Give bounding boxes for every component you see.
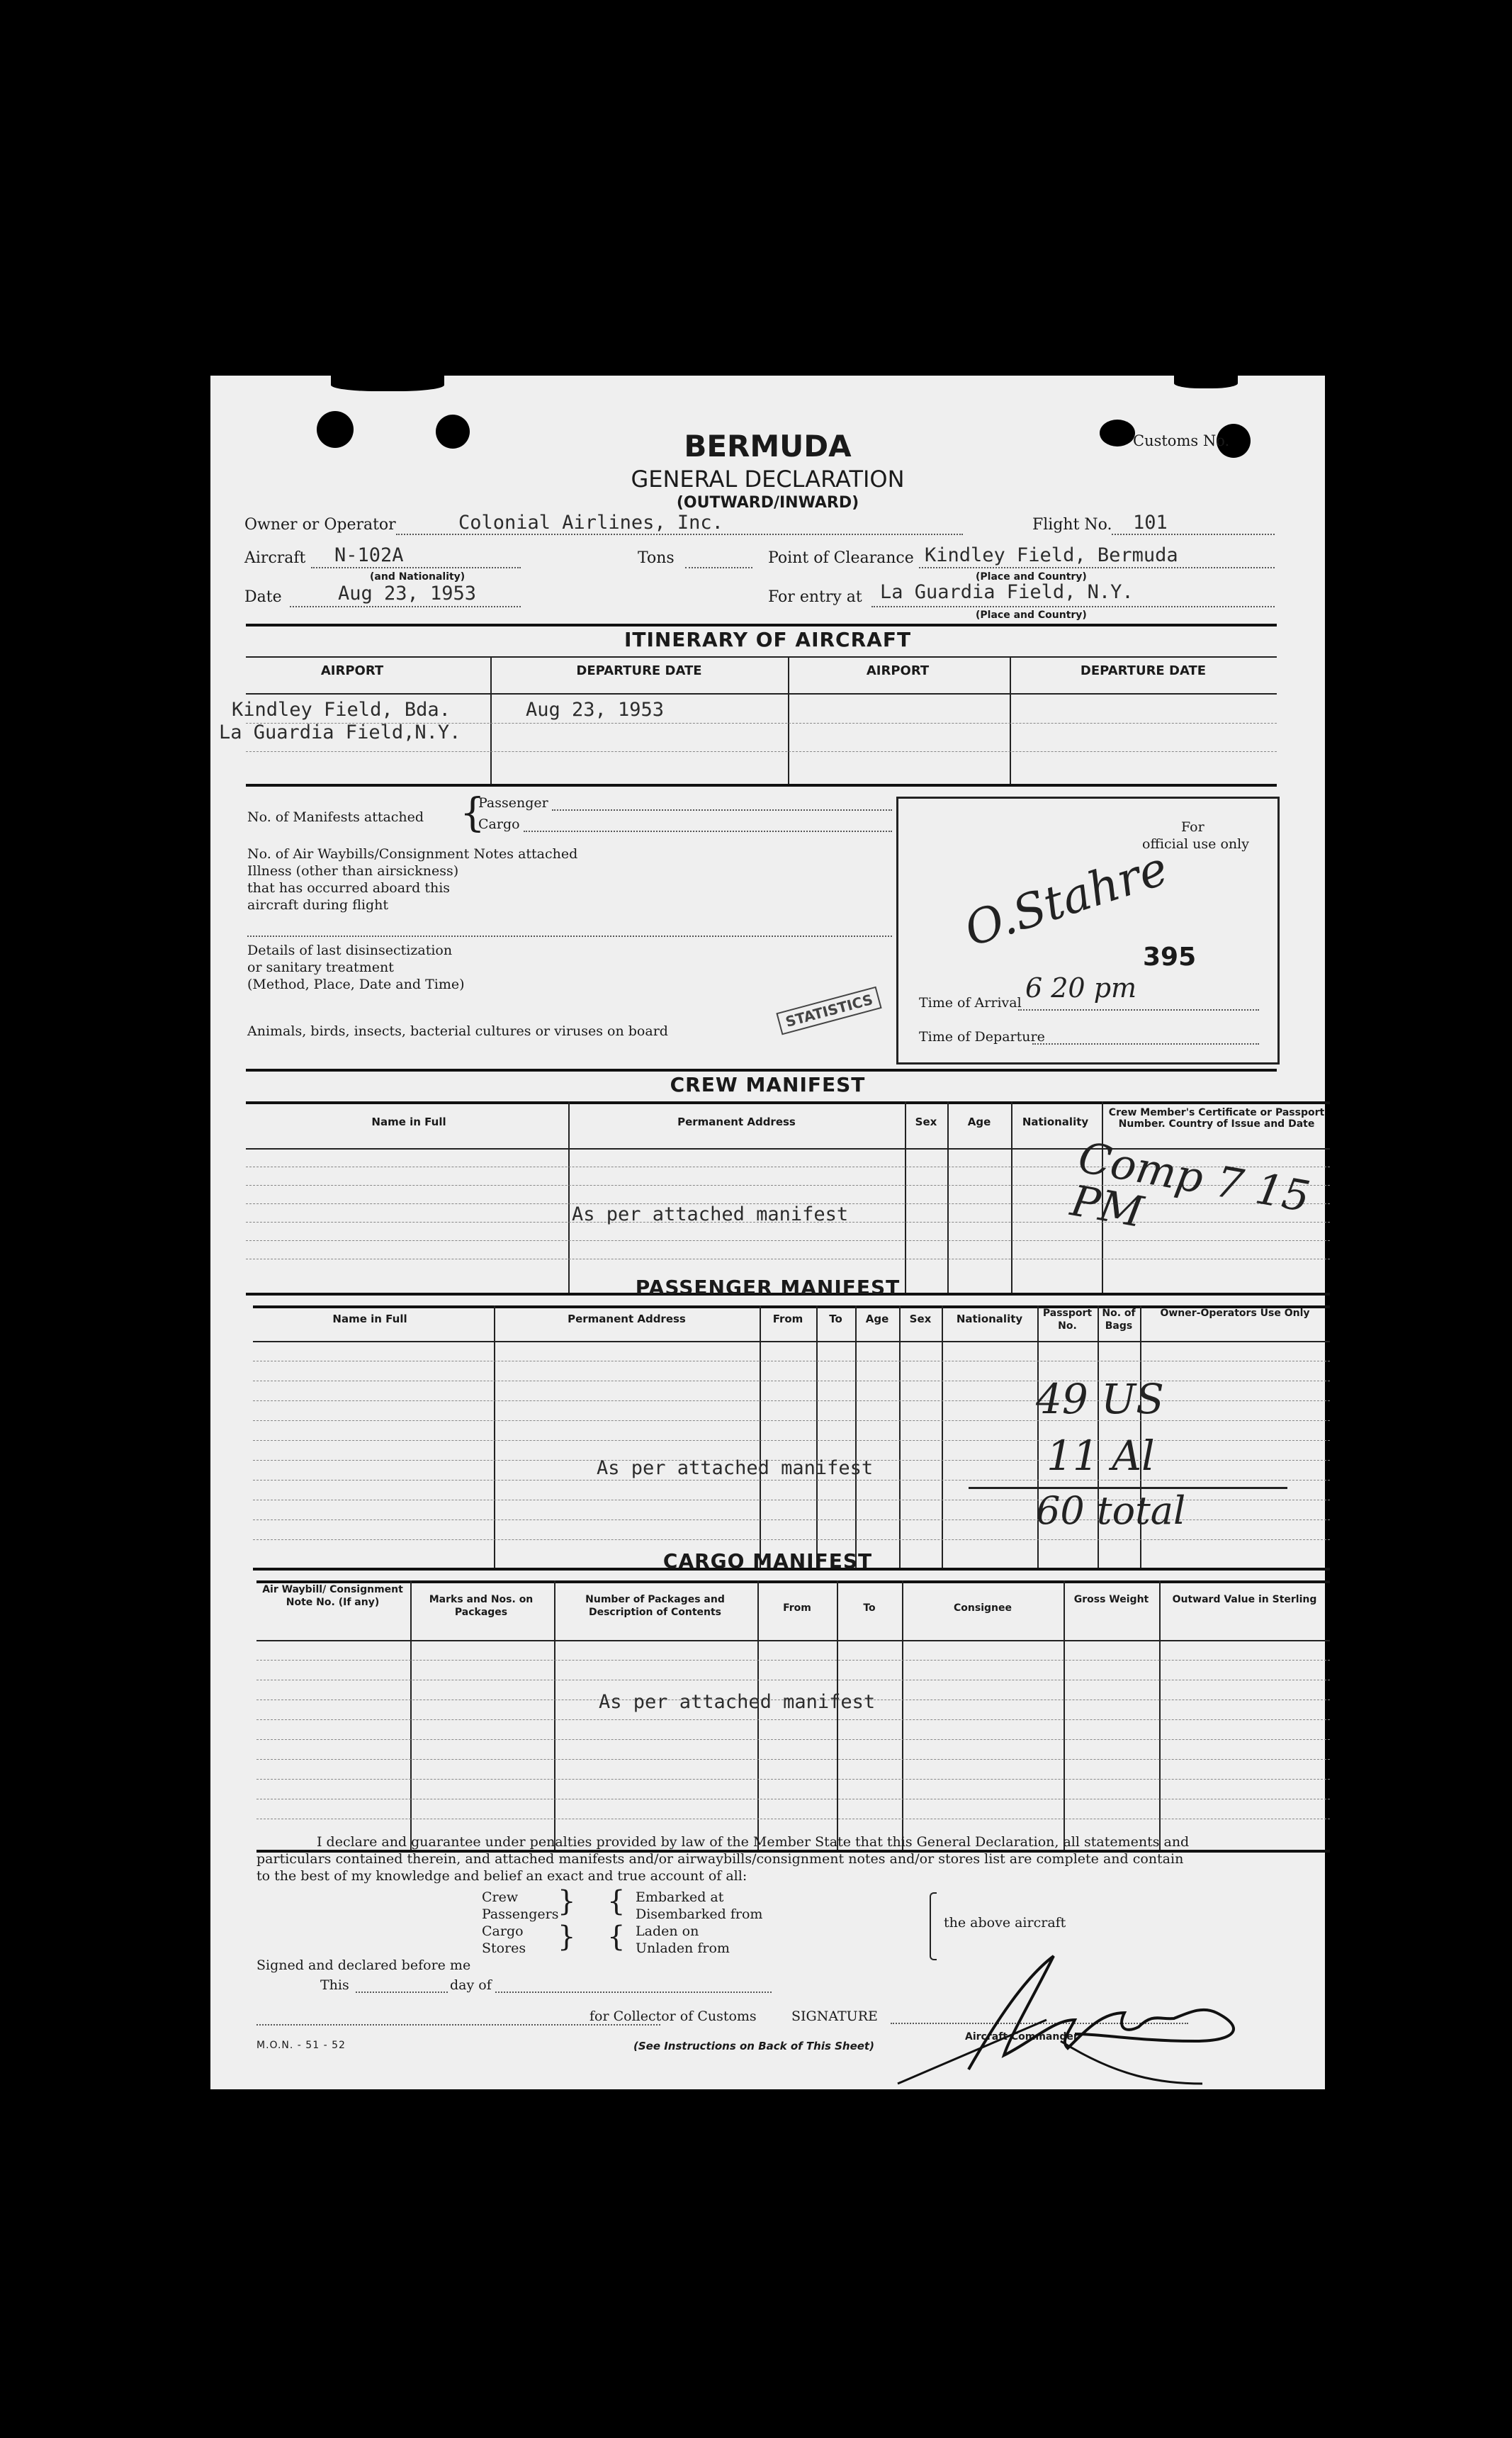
commander-label: Aircraft Commander xyxy=(965,2031,1078,2043)
passenger-header-passport: Passport No. xyxy=(1042,1308,1093,1332)
declaration-unladen: Unladen from xyxy=(636,1940,730,1956)
rule xyxy=(256,1640,1330,1641)
animals-label: Animals, birds, insects, bacterial cultures or viruses on board xyxy=(247,1023,668,1039)
rule xyxy=(246,1069,1277,1072)
field-line xyxy=(524,831,892,832)
entry-value: La Guardia Field, N.Y. xyxy=(880,581,1134,603)
manifests-passenger-label: Passenger xyxy=(478,795,548,811)
passenger-hand-2: 11 Al xyxy=(1046,1432,1155,1480)
aircraft-note: (and Nationality) xyxy=(370,571,466,583)
clearance-label: Point of Clearance xyxy=(768,549,914,567)
cargo-title: CARGO MANIFEST xyxy=(662,1549,873,1573)
rule xyxy=(253,1440,1330,1441)
tons-label: Tons xyxy=(638,549,675,567)
instructions-note: (See Instructions on Back of This Sheet) xyxy=(633,2040,874,2052)
cargo-header-value: Outward Value in Sterling xyxy=(1172,1594,1317,1605)
flight-line xyxy=(1112,534,1275,535)
declaration-above-aircraft: the above aircraft xyxy=(944,1915,1066,1931)
day-of-label: day of xyxy=(450,1977,492,1993)
aircraft-value: N-102A xyxy=(334,544,404,566)
torn-edge xyxy=(331,376,444,391)
rule xyxy=(246,751,1277,752)
date-line xyxy=(290,606,521,607)
cargo-header-to: To xyxy=(863,1602,876,1614)
crew-note: As per attached manifest xyxy=(572,1203,849,1225)
cargo-header-marks: Marks and Nos. on Packages xyxy=(429,1594,534,1618)
declaration-crew: Crew xyxy=(482,1889,519,1905)
rule xyxy=(902,1580,903,1850)
this-label: This xyxy=(320,1977,349,1993)
rule xyxy=(256,1759,1330,1760)
customs-no-label: Customs No. xyxy=(1133,432,1230,449)
brace: { xyxy=(607,1921,626,1953)
declaration-text-1: I declare and guarantee under penalties provided by law of the Member State that this General Declaration, all statements and xyxy=(317,1834,1190,1850)
rule xyxy=(1010,656,1011,784)
form-title: GENERAL DECLARATION xyxy=(631,466,905,493)
clearance-note: (Place and Country) xyxy=(976,571,1087,583)
rule xyxy=(494,1305,495,1568)
cargo-header-packages: Number of Packages and Description of Contents xyxy=(585,1594,725,1618)
rule xyxy=(837,1580,838,1850)
field-line xyxy=(552,809,892,811)
departure-label: Time of Departure xyxy=(919,1029,1045,1045)
passenger-header-bags: No. of Bags xyxy=(1102,1308,1136,1332)
itinerary-title: ITINERARY OF AIRCRAFT xyxy=(624,628,912,651)
rule xyxy=(253,1539,1330,1540)
owner-label: Owner or Operator xyxy=(244,516,396,534)
official-use-title-2: official use only xyxy=(1142,836,1249,852)
declaration-laden: Laden on xyxy=(636,1923,699,1939)
rule xyxy=(899,1305,901,1568)
manifests-cargo-label: Cargo xyxy=(478,816,520,832)
passenger-hand-3: 60 total xyxy=(1036,1488,1186,1533)
crew-handwriting: Comp 7 15 PM xyxy=(1067,1133,1314,1238)
brace: } xyxy=(558,1885,576,1918)
declaration-form xyxy=(210,376,1325,2089)
rule xyxy=(490,656,492,784)
statistics-stamp: STATISTICS xyxy=(776,987,882,1035)
rule xyxy=(568,1101,570,1293)
torn-edge xyxy=(1174,376,1238,388)
disinsect-line-3: (Method, Place, Date and Time) xyxy=(247,977,465,992)
rule xyxy=(410,1580,412,1850)
entry-label: For entry at xyxy=(768,588,862,606)
crew-header-nationality: Nationality xyxy=(1022,1116,1089,1128)
cargo-header-consignee: Consignee xyxy=(954,1602,1012,1614)
passenger-header-age: Age xyxy=(865,1313,889,1325)
rule xyxy=(253,1400,1330,1401)
passenger-header-nationality: Nationality xyxy=(956,1313,1023,1325)
crew-header-sex: Sex xyxy=(915,1116,937,1128)
manifests-label: No. of Manifests attached xyxy=(247,809,424,825)
country-heading: BERMUDA xyxy=(684,429,852,464)
rule xyxy=(256,1580,1330,1583)
official-use-title-1: For xyxy=(1181,819,1204,835)
illness-line-1: Illness (other than airsickness) xyxy=(247,863,459,879)
owner-value: Colonial Airlines, Inc. xyxy=(458,512,723,534)
itinerary-header-date: DEPARTURE DATE xyxy=(576,663,702,678)
arrival-value: 6 20 pm xyxy=(1025,972,1137,1004)
declaration-disembarked: Disembarked from xyxy=(636,1906,763,1922)
itinerary-date-1: Aug 23, 1953 xyxy=(526,699,665,721)
brace: } xyxy=(558,1921,576,1953)
passenger-header-to: To xyxy=(829,1313,842,1325)
rule xyxy=(256,1719,1330,1720)
official-code: 395 xyxy=(1143,943,1197,972)
rule xyxy=(760,1305,761,1568)
date-value: Aug 23, 1953 xyxy=(338,583,477,605)
collector-label: for Collector of Customs xyxy=(589,2009,757,2024)
clearance-value: Kindley Field, Bermuda xyxy=(925,544,1178,566)
passenger-header-sex: Sex xyxy=(909,1313,932,1325)
field-line xyxy=(356,1992,448,1993)
crew-header-address: Permanent Address xyxy=(677,1116,796,1128)
disinsect-line-1: Details of last disinsectization xyxy=(247,943,453,958)
date-label: Date xyxy=(244,588,282,606)
flight-label: Flight No. xyxy=(1032,516,1112,534)
arrival-label: Time of Arrival xyxy=(919,995,1022,1011)
rule xyxy=(855,1305,857,1568)
clearance-line xyxy=(919,567,1275,568)
cargo-header-weight: Gross Weight xyxy=(1073,1594,1149,1605)
rule xyxy=(554,1580,555,1850)
crew-header-name: Name in Full xyxy=(371,1116,446,1128)
rule xyxy=(942,1305,943,1568)
passenger-note: As per attached manifest xyxy=(597,1457,874,1479)
declaration-passengers: Passengers xyxy=(482,1906,559,1922)
cargo-note: As per attached manifest xyxy=(599,1691,876,1713)
brace: { xyxy=(607,1885,626,1918)
field-line xyxy=(1032,1043,1259,1045)
rule xyxy=(816,1305,818,1568)
form-subtitle: (OUTWARD/INWARD) xyxy=(676,494,859,512)
crew-header-age: Age xyxy=(967,1116,991,1128)
rule xyxy=(256,1779,1330,1780)
rule xyxy=(246,624,1277,627)
rule xyxy=(256,1660,1330,1661)
commander-signature xyxy=(891,1935,1287,2091)
rule xyxy=(253,1341,1330,1342)
field-line xyxy=(495,1992,772,1993)
brace: { xyxy=(460,790,485,836)
rule xyxy=(253,1480,1330,1481)
rule xyxy=(253,1420,1330,1421)
crew-header-certificate: Crew Member's Certificate or Passport Number. Country of Issue and Date xyxy=(1108,1107,1325,1130)
flight-value: 101 xyxy=(1133,512,1168,534)
itinerary-airport-1: Kindley Field, Bda. xyxy=(232,699,451,721)
passenger-header-from: From xyxy=(772,1313,803,1325)
illness-line-2: that has occurred aboard this xyxy=(247,880,451,896)
declaration-embarked: Embarked at xyxy=(636,1889,724,1905)
tons-line xyxy=(685,567,752,568)
passenger-hand-1: 49 US xyxy=(1036,1375,1164,1423)
signature-label: SIGNATURE xyxy=(791,2009,878,2024)
owner-line xyxy=(396,534,963,535)
passenger-header-address: Permanent Address xyxy=(568,1313,686,1325)
declaration-cargo: Cargo xyxy=(482,1923,524,1939)
official-initials: O.Stahre xyxy=(958,841,1175,957)
disinsect-line-2: or sanitary treatment xyxy=(247,960,394,975)
cargo-header-from: From xyxy=(783,1602,811,1614)
declaration-text-2: particulars contained therein, and attached manifests and/or airwaybills/consignment notes and/or stores list are complete and contain xyxy=(256,1851,1184,1867)
declaration-stores: Stores xyxy=(482,1940,526,1956)
rule xyxy=(947,1101,949,1293)
rule xyxy=(246,656,1277,658)
rule xyxy=(757,1580,759,1850)
declaration-text-3: to the best of my knowledge and belief an exact and true account of all: xyxy=(256,1868,747,1884)
rule xyxy=(905,1101,906,1293)
rule xyxy=(1159,1580,1161,1850)
field-line xyxy=(256,2024,660,2026)
field-line xyxy=(247,936,892,937)
aircraft-line xyxy=(311,567,521,568)
aircraft-label: Aircraft xyxy=(244,549,306,567)
illness-line-3: aircraft during flight xyxy=(247,897,389,913)
field-line xyxy=(1018,1009,1259,1011)
passenger-header-owner-use: Owner-Operators Use Only xyxy=(1160,1308,1310,1319)
itinerary-header-airport: AIRPORT xyxy=(320,663,384,678)
form-code: M.O.N. - 51 - 52 xyxy=(256,2040,346,2051)
rule xyxy=(1064,1580,1065,1850)
passenger-header-name: Name in Full xyxy=(332,1313,407,1325)
cargo-header-waybill: Air Waybill/ Consignment Note No. (If any) xyxy=(262,1584,403,1608)
waybills-label: No. of Air Waybills/Consignment Notes attached xyxy=(247,846,578,862)
crew-title: CREW MANIFEST xyxy=(670,1073,866,1096)
itinerary-header-airport-2: AIRPORT xyxy=(866,663,930,678)
rule xyxy=(246,1240,1330,1241)
rule xyxy=(256,1739,1330,1740)
itinerary-airport-2: La Guardia Field,N.Y. xyxy=(219,721,461,743)
rule xyxy=(246,693,1277,695)
itinerary-header-date-2: DEPARTURE DATE xyxy=(1080,663,1207,678)
rule xyxy=(246,1101,1330,1104)
entry-line xyxy=(871,606,1275,607)
rule xyxy=(1011,1101,1012,1293)
signed-label: Signed and declared before me xyxy=(256,1957,471,1973)
passenger-title: PASSENGER MANIFEST xyxy=(635,1276,901,1299)
entry-note: (Place and Country) xyxy=(976,610,1087,621)
rule xyxy=(788,656,789,784)
rule xyxy=(246,784,1277,787)
